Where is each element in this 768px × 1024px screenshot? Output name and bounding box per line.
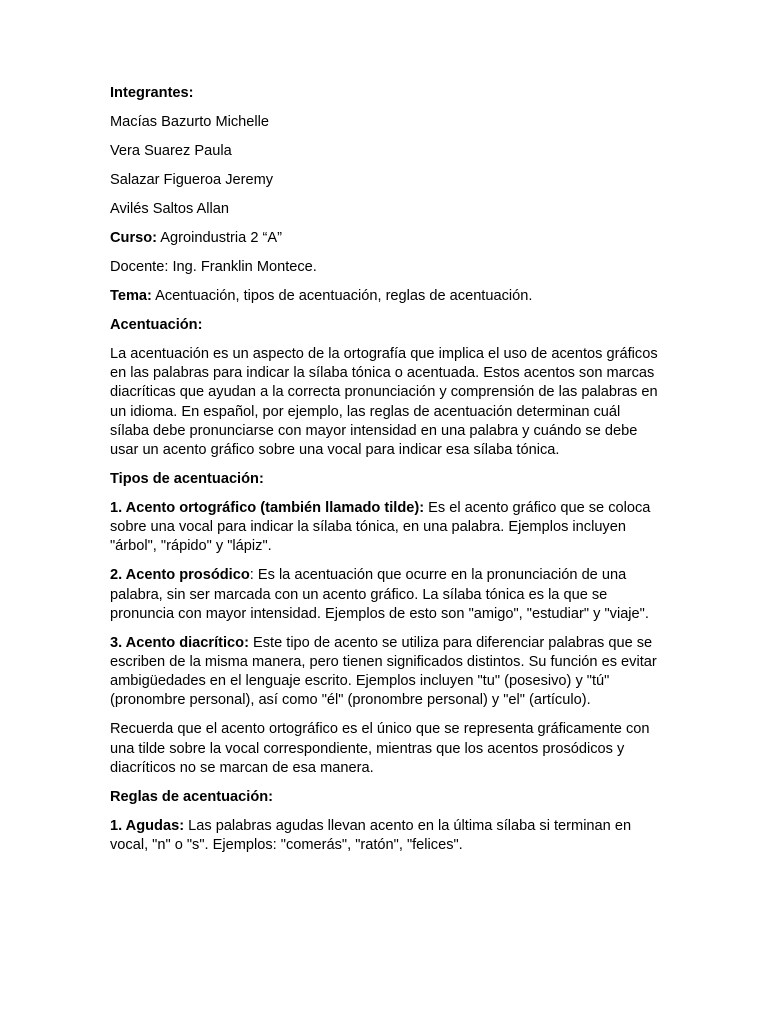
tema-value: Acentuación, tipos de acentuación, reglas de acentuación.: [151, 288, 533, 304]
tipo-item: [110, 634, 662, 711]
reglas-heading: Reglas de acentuación:: [110, 788, 274, 805]
tipo-item: [110, 499, 662, 557]
tema-line: [110, 287, 662, 306]
acentuacion-paragraph: La acentuación es un aspecto de la ortografía que implica el uso de acentos gráficos en las palabras para indicar la sílaba tónica o acentuada. Estos acentos son marcas diacríticas que ayudan a la correcta pronunciación y comprensión de las palabras en un idioma. En español, por ejemplo, las reglas de acentuación determinan cuál sílaba debe pronunciarse con mayor intensidad en una palabra y cuándo se debe usar un acento gráfico sobre una vocal para indicar esa sílaba tónica.: [110, 346, 658, 459]
curso-value: Agroindustria 2 “A”: [157, 230, 282, 246]
curso-line: [110, 229, 662, 248]
integrantes-heading: Integrantes:: [110, 85, 194, 101]
docente-line: Docente: Ing. Franklin Montece.: [110, 259, 317, 275]
member-name: Macías Bazurto Michelle: [110, 114, 269, 130]
tema-label: Tema:: [110, 288, 152, 304]
regla-item: [110, 817, 662, 855]
tipo-item-title: 1. Acento ortográfico (también llamado tilde):: [110, 500, 425, 517]
document-page: [110, 84, 662, 865]
tipo-item: [110, 566, 662, 624]
curso-label: Curso:: [110, 230, 158, 246]
regla-item-title: 1. Agudas:: [110, 817, 185, 834]
member-name: Salazar Figueroa Jeremy: [110, 172, 274, 188]
acentuacion-heading: Acentuación:: [110, 317, 203, 333]
tipo-item-text: Es el acento gráfico que se coloca sobre una vocal para indicar la sílaba tónica, en una palabra. Ejemplos incluyen "árbol", "rápido" y "lápiz".: [110, 500, 651, 555]
tipo-item-text: Este tipo de acento se utiliza para diferenciar palabras que se escriben de la misma manera, pero tienen significados distintos. Su función es evitar ambigüedades en el lenguaje escrito. Ejemplos incluyen "tu" (posesivo) y "tú" (pronombre personal), así como "él" (pronombre personal) y "el" (artículo).: [110, 634, 657, 709]
member-name: Vera Suarez Paula: [110, 143, 232, 159]
tipo-item-text: : Es la acentuación que ocurre en la pronunciación de una palabra, sin ser marcada con un acento gráfico. La sílaba tónica es la que se pronuncia con mayor intensidad. Ejemplos de esto son "amigo", "estudiar" y "viaje".: [110, 567, 649, 622]
tipo-item-title: 3. Acento diacrítico:: [110, 634, 249, 651]
tipos-note: Recuerda que el acento ortográfico es el único que se representa gráficamente con una tilde sobre la vocal correspondiente, mientras que los acentos prosódicos y diacríticos no se marcan de esa manera.: [110, 721, 650, 776]
regla-item-text: Las palabras agudas llevan acento en la última sílaba si terminan en vocal, "n" o "s". Ejemplos: "comerás", "ratón", "felices".: [110, 817, 632, 854]
member-name: Avilés Saltos Allan: [110, 201, 229, 217]
tipo-item-title: 2. Acento prosódico: [110, 567, 250, 584]
tipos-heading: Tipos de acentuación:: [110, 471, 264, 488]
